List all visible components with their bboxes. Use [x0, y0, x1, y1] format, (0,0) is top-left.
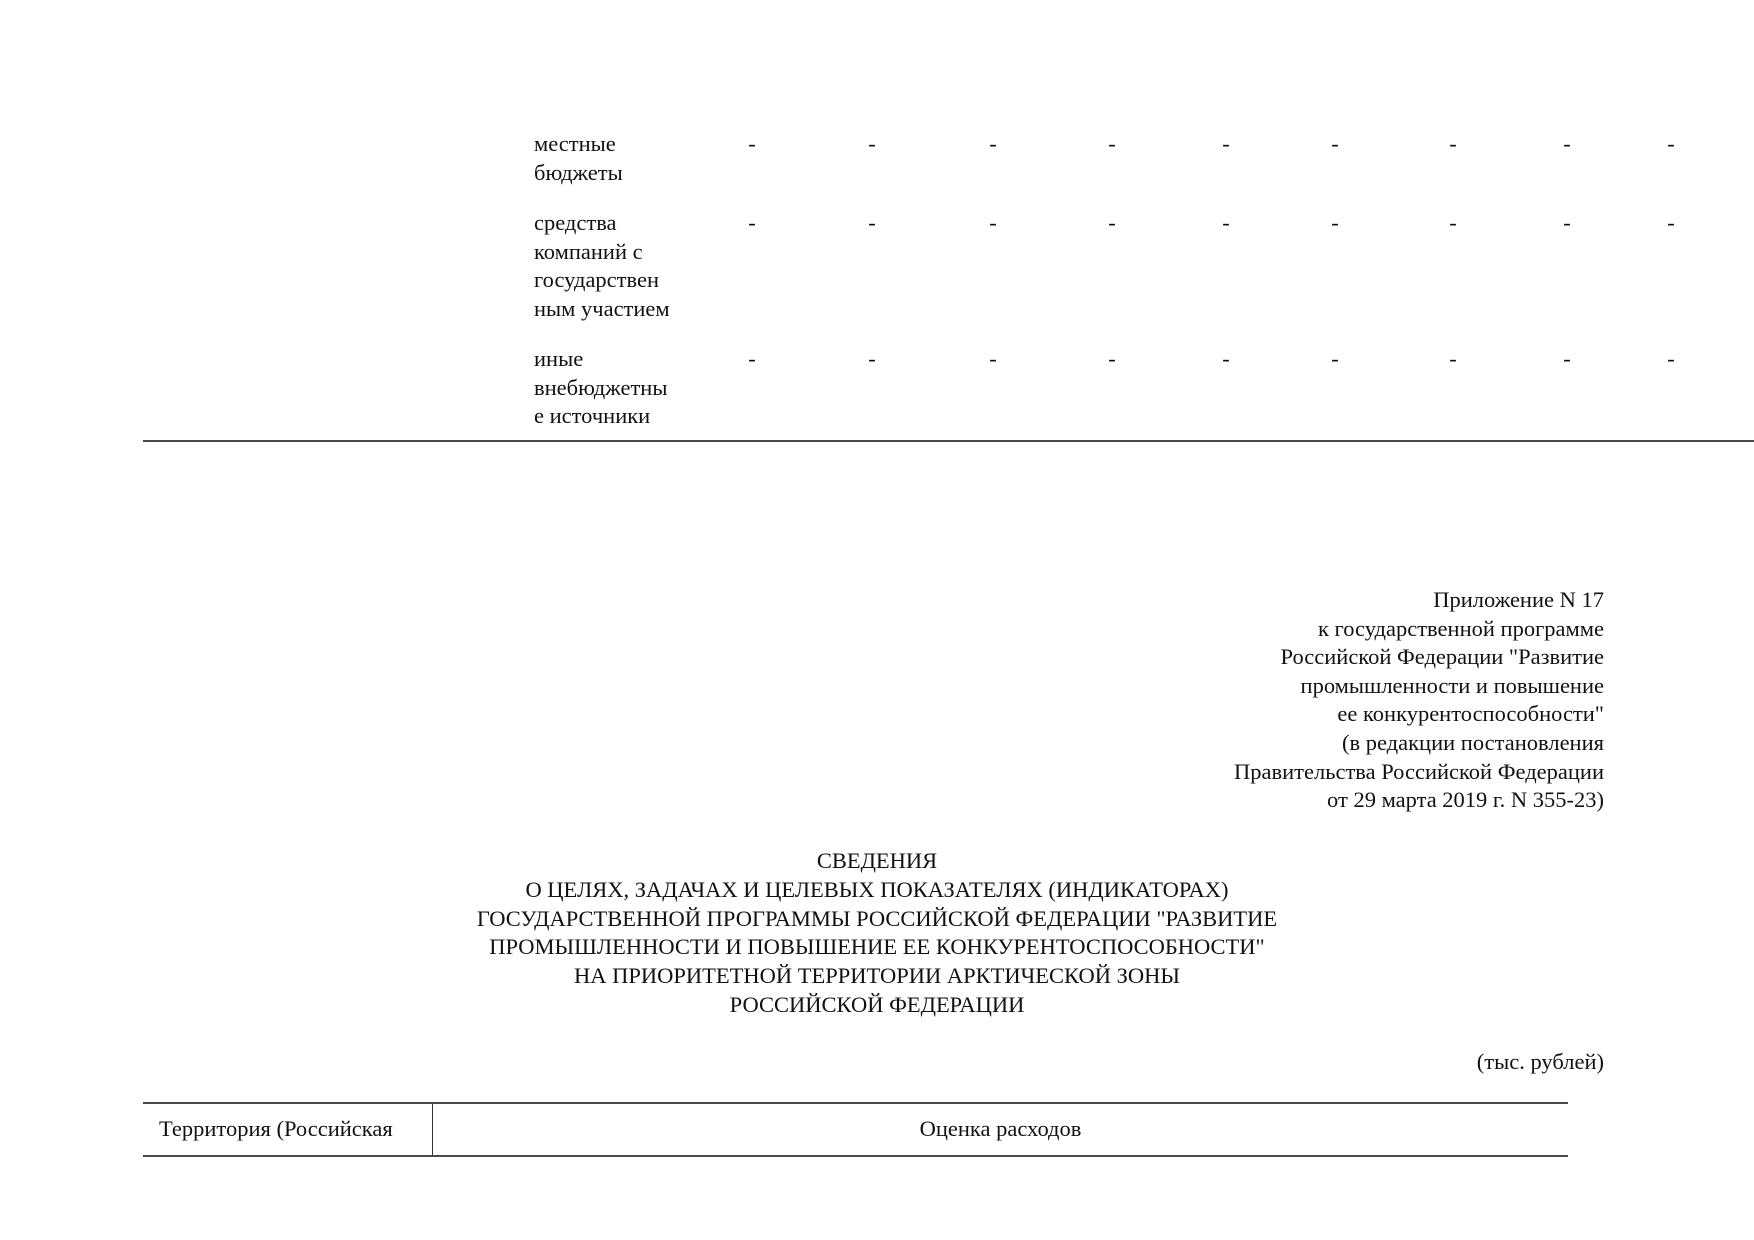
table-cell: -	[1331, 210, 1339, 235]
table-cell: -	[989, 210, 997, 235]
row-label-line: иные	[534, 346, 584, 371]
table-cell: -	[748, 346, 756, 371]
table-cell: -	[1449, 131, 1457, 156]
table-cell: -	[868, 210, 876, 235]
row-label-other-extrabudgetary	[534, 345, 704, 431]
table-cell: -	[1667, 131, 1675, 156]
table-cell: -	[1449, 346, 1457, 371]
table-cell: -	[1108, 131, 1116, 156]
appendix-line: Приложение N 17	[1433, 587, 1604, 612]
table-cell: -	[748, 131, 756, 156]
row-label-local-budgets	[534, 130, 704, 187]
document-title	[0, 847, 1754, 1020]
appendix-note	[1234, 586, 1604, 815]
row-label-line: е источники	[534, 403, 651, 429]
appendix-line: ее конкурентоспособности"	[1337, 701, 1604, 727]
title-line: ПРОМЫШЛЕННОСТИ И ПОВЫШЕНИЕ ЕЕ КОНКУРЕНТОСПОСОБНОСТИ"	[489, 934, 1265, 960]
table-cell: -	[1331, 131, 1339, 156]
appendix-line: Российской Федерации "Развитие	[1280, 644, 1604, 670]
appendix-line: (в редакции постановления	[1342, 729, 1604, 755]
table-cell: -	[989, 346, 997, 371]
table-cell: -	[1108, 210, 1116, 235]
table-cell: -	[868, 131, 876, 156]
table-cell: -	[1331, 346, 1339, 371]
table-cell: -	[1222, 131, 1230, 156]
column-header-territory: Территория (Российская	[159, 1116, 393, 1141]
table-cell: -	[1563, 131, 1571, 156]
row-label-line: средства	[534, 210, 617, 235]
row-label-line: государствен	[534, 267, 660, 293]
title-line: НА ПРИОРИТЕТНОЙ ТЕРРИТОРИИ АРКТИЧЕСКОЙ ЗОНЫ	[574, 963, 1180, 989]
table-cell: -	[1667, 346, 1675, 371]
title-line: ГОСУДАРСТВЕННОЙ ПРОГРАММЫ РОССИЙСКОЙ ФЕДЕРАЦИИ "РАЗВИТИЕ	[476, 905, 1278, 931]
table-bottom-rule	[143, 440, 1754, 442]
table-cell: -	[989, 131, 997, 156]
title-line: РОССИЙСКОЙ ФЕДЕРАЦИИ	[729, 991, 1025, 1017]
table-cell: -	[1449, 210, 1457, 235]
appendix-line: к государственной программе	[1317, 615, 1604, 641]
row-label-state-companies	[534, 209, 704, 323]
table-cell: -	[1667, 210, 1675, 235]
title-line: СВЕДЕНИЯ	[816, 848, 938, 873]
appendix-line: Правительства Российской Федерации	[1234, 758, 1604, 784]
title-line: О ЦЕЛЯХ, ЗАДАЧАХ И ЦЕЛЕВЫХ ПОКАЗАТЕЛЯХ (ИНДИКАТОРАХ)	[525, 876, 1229, 902]
table-cell: -	[1222, 346, 1230, 371]
table-cell: -	[868, 346, 876, 371]
row-label-line: ным участием	[534, 295, 670, 321]
table-cell: -	[748, 210, 756, 235]
row-label-line: бюджеты	[534, 159, 623, 185]
table-cell: -	[1108, 346, 1116, 371]
table-cell: -	[1563, 210, 1571, 235]
expenses-header-table	[143, 1102, 1568, 1157]
appendix-line: промышленности и повышение	[1300, 672, 1604, 698]
row-label-line: местные	[534, 131, 616, 156]
table-cell: -	[1222, 210, 1230, 235]
row-label-line: компаний с	[534, 238, 643, 264]
table-cell: -	[1563, 346, 1571, 371]
column-header-expense-estimate: Оценка расходов	[919, 1116, 1082, 1141]
units-label: (тыс. рублей)	[1476, 1049, 1604, 1074]
appendix-line: от 29 марта 2019 г. N 355-23)	[1327, 787, 1604, 813]
row-label-line: внебюджетны	[534, 374, 668, 400]
